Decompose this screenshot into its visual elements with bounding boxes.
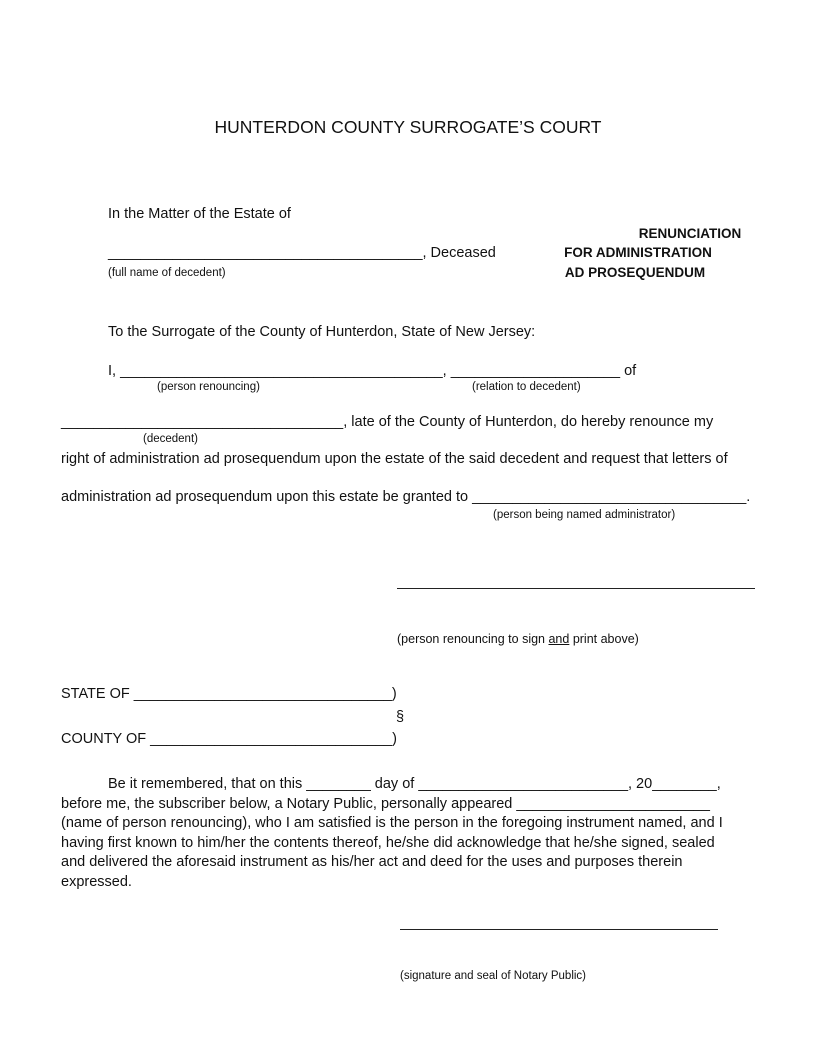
notary-line-6: expressed. [61,874,132,890]
notary-line-2: before me, the subscriber below, a Notary Public, personally appeared ________________________ [61,796,710,812]
county-of-line: COUNTY OF ______________________________) [61,731,397,747]
renounce-body-line: right of administration ad prosequendum upon the estate of the said decedent and request that letters of [61,451,728,467]
notary-line-3: (name of person renouncing), who I am satisfied is the person in the foregoing instrument named, and I [61,815,723,831]
notary-line-1: Be it remembered, that on this ________ day of __________________________, 20________, [108,776,721,792]
notary-signature-line [400,929,718,930]
notary-line-4: having first known to him/her the contents thereof, he/she did acknowledge that he/she signed, sealed [61,835,715,851]
doc-heading-line1: RENUNCIATION [638,226,742,241]
administrator-line: administration ad prosequendum upon this estate be granted to __________________________________. [61,489,751,505]
renouncer-line: I, ________________________________________, _____________________ of [108,363,637,379]
caption-decedent: (decedent) [143,433,198,445]
doc-heading-line2: FOR ADMINISTRATION [564,245,712,260]
page-title: HUNTERDON COUNTY SURROGATE’S COURT [214,117,602,137]
signature-caption [397,632,639,647]
signature-caption-start: (person renouncing to sign [397,632,549,646]
state-of-line: STATE OF ________________________________) [61,686,397,702]
notary-caption: (signature and seal of Notary Public) [400,970,587,982]
caption-relation: (relation to decedent) [472,381,581,393]
matter-intro: In the Matter of the Estate of [108,206,291,222]
notary-line-5: and delivered the aforesaid instrument as his/her act and deed for the uses and purposes therein [61,854,683,870]
section-symbol: § [396,709,405,725]
doc-heading-line3: AD PROSEQUENDUM [564,265,706,280]
caption-person-renouncing: (person renouncing) [157,381,260,393]
caption-administrator: (person being named administrator) [493,509,676,521]
decedent-name-line: _______________________________________, Deceased [108,245,496,261]
signature-caption-end: print above) [569,632,639,646]
renouncer-signature-line [397,588,755,589]
address-line: To the Surrogate of the County of Hunterdon, State of New Jersey: [108,324,536,340]
signature-caption-and: and [548,632,570,646]
decedent-renounce-line: ___________________________________, late of the County of Hunterdon, do hereby renounce my [61,414,714,430]
decedent-caption: (full name of decedent) [108,267,226,279]
